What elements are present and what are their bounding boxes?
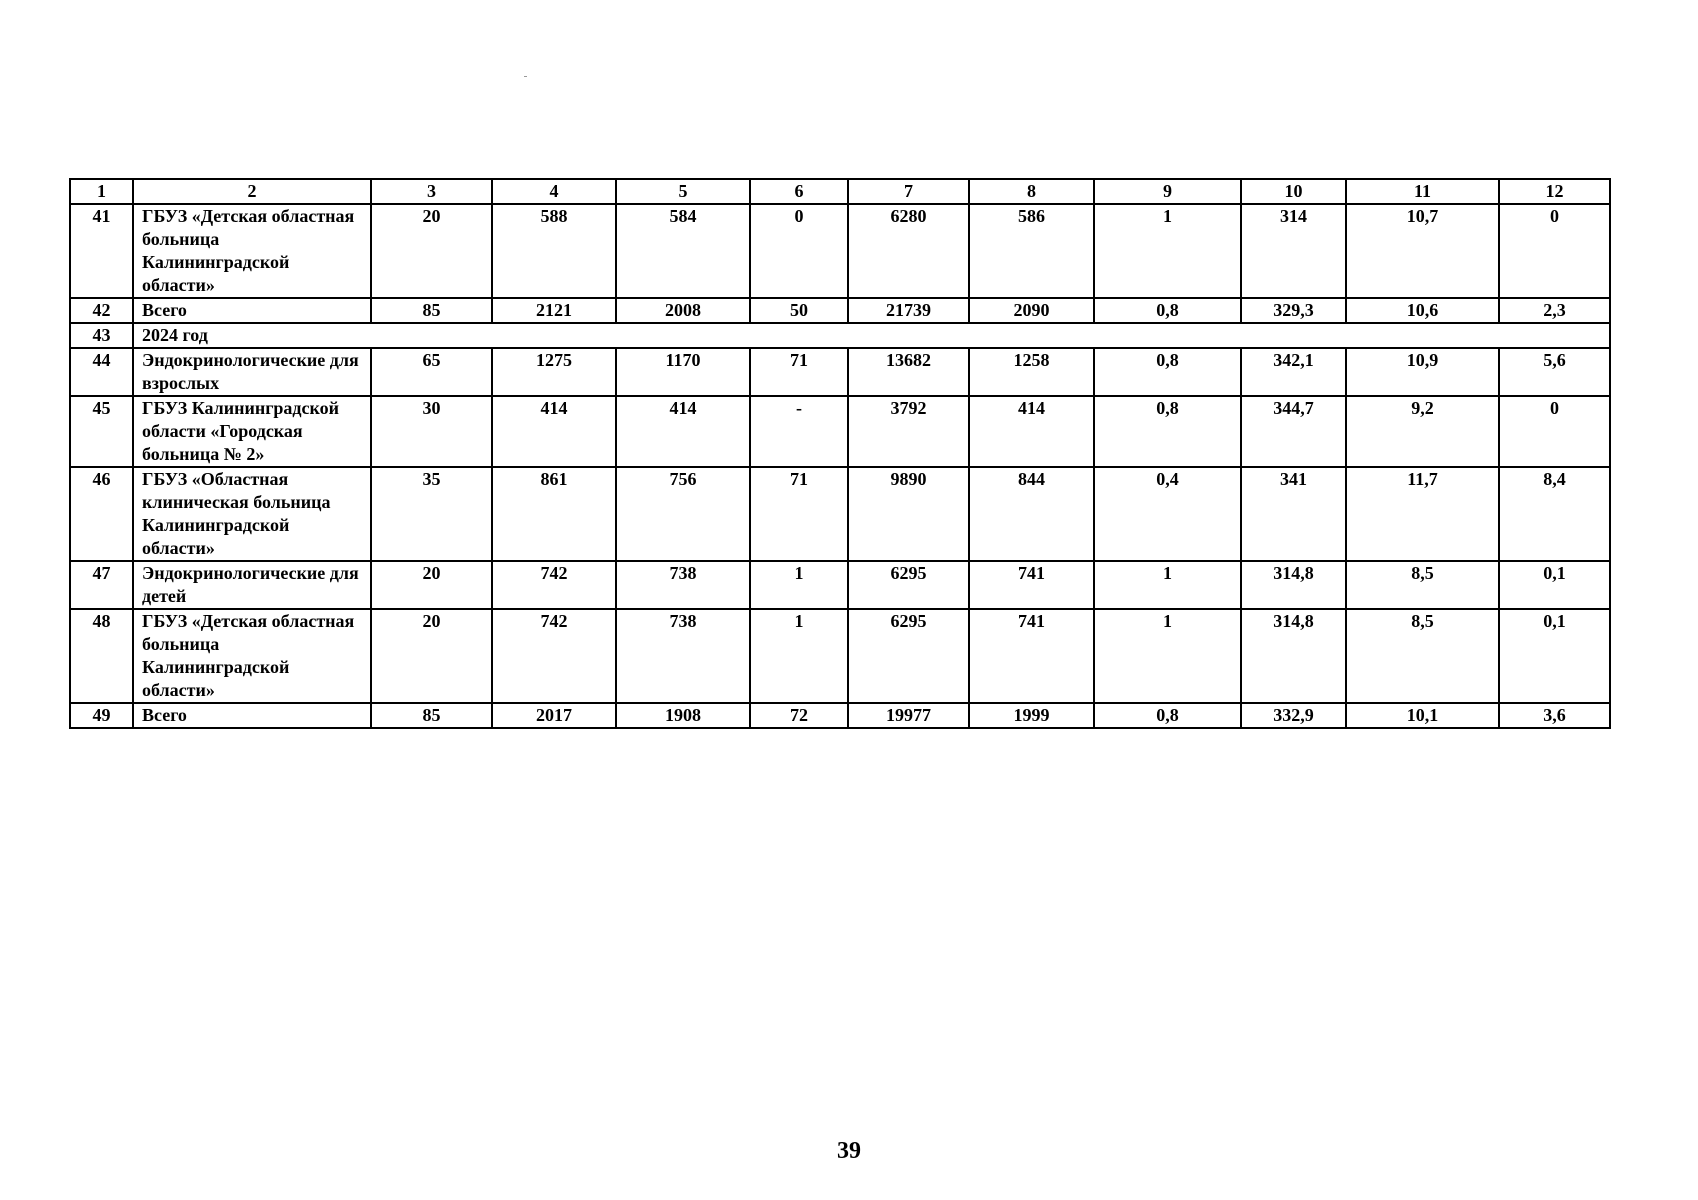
value-cell: 20 bbox=[371, 609, 492, 703]
section-title-cell: 2024 год bbox=[133, 323, 1610, 348]
table-row bbox=[70, 703, 1610, 728]
name-cell: ГБУЗ «Областная клиническая больница Калининградской области» bbox=[133, 467, 371, 561]
value-cell: 13682 bbox=[848, 348, 969, 396]
value-cell: 30 bbox=[371, 396, 492, 467]
value-cell: 314 bbox=[1241, 204, 1346, 298]
value-cell: 341 bbox=[1241, 467, 1346, 561]
name-cell: ГБУЗ Калининградской области «Городская больница № 2» bbox=[133, 396, 371, 467]
column-number-header: 3 bbox=[371, 179, 492, 204]
table-body bbox=[70, 179, 1610, 728]
column-number-header: 5 bbox=[616, 179, 750, 204]
value-cell: 8,5 bbox=[1346, 561, 1499, 609]
value-cell: 742 bbox=[492, 561, 616, 609]
column-number-header: 7 bbox=[848, 179, 969, 204]
value-cell: 0,1 bbox=[1499, 561, 1610, 609]
column-number-header: 10 bbox=[1241, 179, 1346, 204]
value-cell: 1908 bbox=[616, 703, 750, 728]
table-row bbox=[70, 348, 1610, 396]
value-cell: 0 bbox=[750, 204, 848, 298]
value-cell: - bbox=[750, 396, 848, 467]
row-number-cell: 48 bbox=[70, 609, 133, 703]
value-cell: 71 bbox=[750, 467, 848, 561]
value-cell: 21739 bbox=[848, 298, 969, 323]
value-cell: 861 bbox=[492, 467, 616, 561]
value-cell: 3,6 bbox=[1499, 703, 1610, 728]
table-row bbox=[70, 467, 1610, 561]
row-number-cell: 44 bbox=[70, 348, 133, 396]
value-cell: 1258 bbox=[969, 348, 1094, 396]
value-cell: 10,1 bbox=[1346, 703, 1499, 728]
value-cell: 10,9 bbox=[1346, 348, 1499, 396]
value-cell: 414 bbox=[492, 396, 616, 467]
value-cell: 414 bbox=[969, 396, 1094, 467]
table-row bbox=[70, 204, 1610, 298]
column-number-header: 2 bbox=[133, 179, 371, 204]
table-header-row bbox=[70, 179, 1610, 204]
row-number-cell: 43 bbox=[70, 323, 133, 348]
column-number-header: 8 bbox=[969, 179, 1094, 204]
column-number-header: 4 bbox=[492, 179, 616, 204]
value-cell: 1 bbox=[750, 561, 848, 609]
value-cell: 3792 bbox=[848, 396, 969, 467]
column-number-header: 12 bbox=[1499, 179, 1610, 204]
table-row bbox=[70, 396, 1610, 467]
value-cell: 19977 bbox=[848, 703, 969, 728]
value-cell: 1 bbox=[750, 609, 848, 703]
value-cell: 586 bbox=[969, 204, 1094, 298]
value-cell: 20 bbox=[371, 204, 492, 298]
value-cell: 72 bbox=[750, 703, 848, 728]
scan-speck bbox=[524, 76, 527, 77]
value-cell: 588 bbox=[492, 204, 616, 298]
value-cell: 344,7 bbox=[1241, 396, 1346, 467]
column-number-header: 6 bbox=[750, 179, 848, 204]
value-cell: 2017 bbox=[492, 703, 616, 728]
value-cell: 71 bbox=[750, 348, 848, 396]
value-cell: 0,8 bbox=[1094, 396, 1241, 467]
name-cell: ГБУЗ «Детская областная больница Калининградской области» bbox=[133, 204, 371, 298]
row-number-cell: 41 bbox=[70, 204, 133, 298]
value-cell: 844 bbox=[969, 467, 1094, 561]
value-cell: 584 bbox=[616, 204, 750, 298]
value-cell: 0,1 bbox=[1499, 609, 1610, 703]
value-cell: 11,7 bbox=[1346, 467, 1499, 561]
name-cell: Всего bbox=[133, 703, 371, 728]
value-cell: 314,8 bbox=[1241, 609, 1346, 703]
value-cell: 8,5 bbox=[1346, 609, 1499, 703]
value-cell: 35 bbox=[371, 467, 492, 561]
value-cell: 414 bbox=[616, 396, 750, 467]
value-cell: 10,7 bbox=[1346, 204, 1499, 298]
value-cell: 85 bbox=[371, 298, 492, 323]
name-cell: Всего bbox=[133, 298, 371, 323]
value-cell: 742 bbox=[492, 609, 616, 703]
table-row bbox=[70, 609, 1610, 703]
value-cell: 0 bbox=[1499, 204, 1610, 298]
value-cell: 10,6 bbox=[1346, 298, 1499, 323]
value-cell: 6280 bbox=[848, 204, 969, 298]
value-cell: 2008 bbox=[616, 298, 750, 323]
name-cell: Эндокринологические для взрослых bbox=[133, 348, 371, 396]
name-cell: ГБУЗ «Детская областная больница Калининградской области» bbox=[133, 609, 371, 703]
column-number-header: 1 bbox=[70, 179, 133, 204]
value-cell: 9890 bbox=[848, 467, 969, 561]
value-cell: 342,1 bbox=[1241, 348, 1346, 396]
value-cell: 1 bbox=[1094, 204, 1241, 298]
value-cell: 741 bbox=[969, 561, 1094, 609]
value-cell: 65 bbox=[371, 348, 492, 396]
value-cell: 741 bbox=[969, 609, 1094, 703]
value-cell: 738 bbox=[616, 609, 750, 703]
row-number-cell: 46 bbox=[70, 467, 133, 561]
value-cell: 50 bbox=[750, 298, 848, 323]
value-cell: 1 bbox=[1094, 561, 1241, 609]
table-row bbox=[70, 298, 1610, 323]
value-cell: 1275 bbox=[492, 348, 616, 396]
row-number-cell: 42 bbox=[70, 298, 133, 323]
value-cell: 329,3 bbox=[1241, 298, 1346, 323]
value-cell: 85 bbox=[371, 703, 492, 728]
value-cell: 2121 bbox=[492, 298, 616, 323]
page-number: 39 bbox=[837, 1138, 861, 1164]
value-cell: 738 bbox=[616, 561, 750, 609]
value-cell: 20 bbox=[371, 561, 492, 609]
value-cell: 0,8 bbox=[1094, 348, 1241, 396]
value-cell: 1 bbox=[1094, 609, 1241, 703]
value-cell: 0,8 bbox=[1094, 298, 1241, 323]
value-cell: 8,4 bbox=[1499, 467, 1610, 561]
value-cell: 0,4 bbox=[1094, 467, 1241, 561]
row-number-cell: 49 bbox=[70, 703, 133, 728]
value-cell: 1170 bbox=[616, 348, 750, 396]
row-number-cell: 47 bbox=[70, 561, 133, 609]
value-cell: 5,6 bbox=[1499, 348, 1610, 396]
column-number-header: 9 bbox=[1094, 179, 1241, 204]
value-cell: 332,9 bbox=[1241, 703, 1346, 728]
value-cell: 6295 bbox=[848, 561, 969, 609]
value-cell: 756 bbox=[616, 467, 750, 561]
value-cell: 1999 bbox=[969, 703, 1094, 728]
name-cell: Эндокринологические для детей bbox=[133, 561, 371, 609]
value-cell: 0,8 bbox=[1094, 703, 1241, 728]
table-row bbox=[70, 561, 1610, 609]
section-row bbox=[70, 323, 1610, 348]
value-cell: 2,3 bbox=[1499, 298, 1610, 323]
value-cell: 6295 bbox=[848, 609, 969, 703]
row-number-cell: 45 bbox=[70, 396, 133, 467]
column-number-header: 11 bbox=[1346, 179, 1499, 204]
value-cell: 0 bbox=[1499, 396, 1610, 467]
value-cell: 9,2 bbox=[1346, 396, 1499, 467]
data-table bbox=[69, 178, 1611, 729]
value-cell: 314,8 bbox=[1241, 561, 1346, 609]
value-cell: 2090 bbox=[969, 298, 1094, 323]
